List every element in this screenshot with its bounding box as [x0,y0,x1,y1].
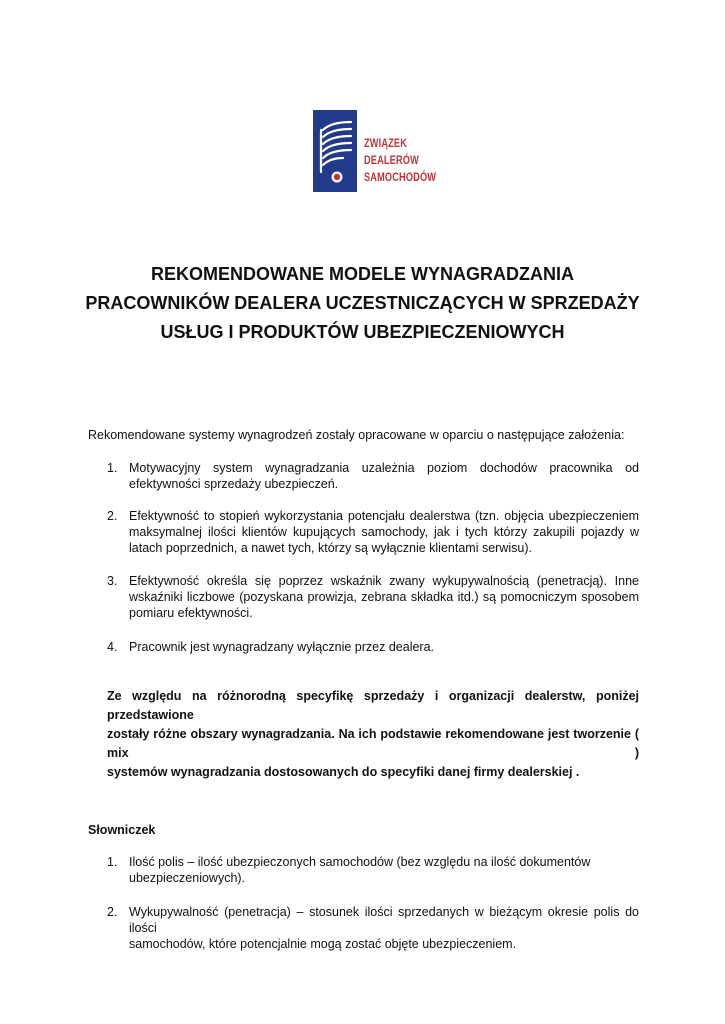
assumptions-list [107,573,639,621]
logo-pages-icon [313,110,357,192]
list-item [107,854,639,886]
association-logo [313,110,443,192]
list-item-line: latach poprzednich, a nawet tych, którzy są wyłącznie klientami serwisu). [129,541,532,555]
list-item-line: ubezpieczeniowych). [129,871,246,885]
list-item [107,508,639,556]
mix-recommendation-paragraph [107,687,639,782]
title-line-1: REKOMENDOWANE MODELE WYNAGRADZANIA [151,264,574,284]
list-item-line: wskaźniki liczbowe (pozyskana prowizja, zebrana składka itd.) są pomocniczym sposobem [129,590,639,604]
list-item-line: Efektywność określa się poprzez wskaźnik zwany wykupywalnością (penetracją). Inne [129,574,639,588]
list-item-number: 3. [107,574,118,588]
list-item-number: 4. [107,640,118,654]
list-item-line: Efektywność to stopień wykorzystania potencjału dealerstwa (tzn. objęcia ubezpieczeniem [129,509,639,523]
list-item-number: 2. [107,509,118,523]
logo-wordmark [364,136,436,187]
list-item-line: Ilość polis – ilość ubezpieczonych samochodów (bez względu na ilość dokumentów [129,855,591,869]
logo-line-1: ZWIĄZEK [364,138,408,150]
list-item-line: Motywacyjny system wynagradzania uzależnia poziom dochodów pracownika od [129,461,639,475]
intro-paragraph: Rekomendowane systemy wynagrodzeń zostały opracowane w oparciu o następujące założenia: [88,428,625,442]
list-item-line: samochodów, które potencjalnie mogą zostać objęte ubezpieczeniem. [129,937,517,951]
glossary-list [107,904,639,952]
list-item-number: 1. [107,461,118,475]
list-item-line: Wykupywalność (penetracja) – stosunek ilości sprzedanych w bieżącym okresie polis do ilości [129,905,639,935]
logo-line-2: DEALERÓW [364,155,419,167]
title-line-2: PRACOWNIKÓW DEALERA UCZESTNICZĄCYCH W SPRZEDAŻY [85,293,640,313]
list-item [107,639,639,655]
logo-emblem [313,110,357,192]
list-item-line: efektywności sprzedaży ubezpieczeń. [129,477,339,491]
bold-line-1: Ze względu na różnorodną specyfikę sprzedaży i organizacji dealerstw, poniżej przedstawione [107,689,639,722]
list-item-line: pomiaru efektywności. [129,606,253,620]
list-item-number: 2. [107,905,118,919]
list-item [107,460,639,492]
list-item-line: Pracownik jest wynagradzany wyłącznie przez dealera. [129,640,435,654]
glossary-list [107,854,639,886]
bold-line-2: zostały różne obszary wynagradzania. Na ich podstawie rekomendowane jest tworzenie ( mix ) [107,727,639,760]
list-item-line: maksymalnej ilości klientów kupujących samochody, jak i tych którzy zakupili pojazdy w [129,525,639,539]
document-title [60,260,665,347]
glossary-heading: Słowniczek [88,823,156,837]
logo-line-3: SAMOCHODÓW [364,172,437,184]
title-line-3: USŁUG I PRODUKTÓW UBEZPIECZENIOWYCH [160,322,565,342]
list-item [107,904,639,952]
assumptions-list [107,639,639,655]
bold-line-3: systemów wynagradzania dostosowanych do specyfiki danej firmy dealerskiej . [107,765,580,779]
list-item-number: 1. [107,855,118,869]
assumptions-list [107,460,639,492]
list-item [107,573,639,621]
assumptions-list [107,508,639,556]
